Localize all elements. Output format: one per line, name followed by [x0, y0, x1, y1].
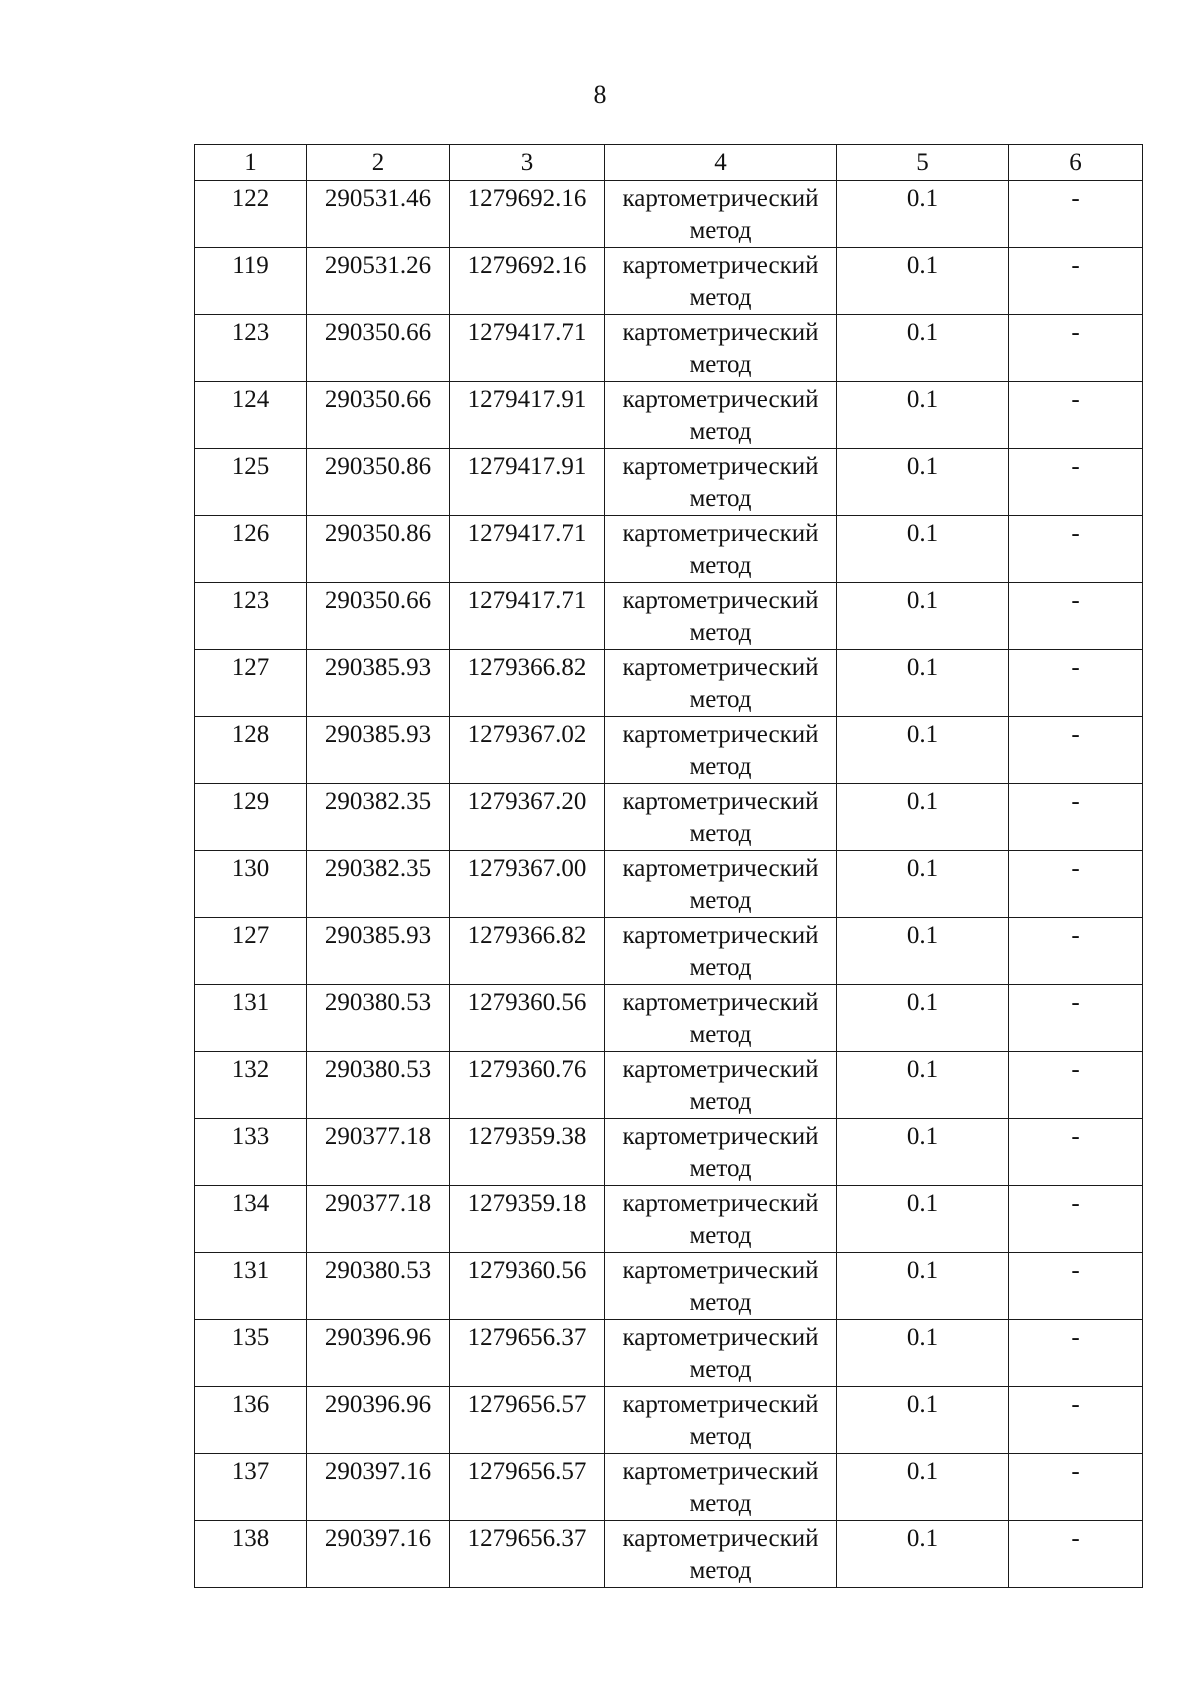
method-cell [605, 583, 837, 650]
method-line-1: картометрический [622, 1391, 819, 1418]
point-number-cell: 122 [195, 181, 307, 248]
note-cell: - [1009, 1521, 1143, 1588]
method-line-2: метод [689, 1423, 752, 1450]
method-line-1: картометрический [622, 1458, 819, 1485]
y-coordinate-cell: 1279417.91 [450, 382, 605, 449]
table-row [195, 1387, 1143, 1454]
column-header-2: 2 [307, 145, 450, 181]
x-coordinate-cell: 290350.66 [307, 382, 450, 449]
accuracy-cell: 0.1 [837, 248, 1009, 315]
point-number-cell: 138 [195, 1521, 307, 1588]
method-line-1: картометрический [622, 453, 819, 480]
column-header-5: 5 [837, 145, 1009, 181]
note-cell: - [1009, 181, 1143, 248]
method-line-1: картометрический [622, 1190, 819, 1217]
table-row [195, 717, 1143, 784]
note-cell: - [1009, 516, 1143, 583]
method-line-2: метод [689, 619, 752, 646]
coordinates-table [194, 144, 1143, 1588]
method-line-2: метод [689, 418, 752, 445]
y-coordinate-cell: 1279417.71 [450, 583, 605, 650]
page-number: 8 [593, 80, 607, 109]
accuracy-cell: 0.1 [837, 851, 1009, 918]
method-cell [605, 248, 837, 315]
note-cell: - [1009, 1052, 1143, 1119]
method-line-2: метод [689, 485, 752, 512]
method-cell [605, 382, 837, 449]
x-coordinate-cell: 290396.96 [307, 1320, 450, 1387]
x-coordinate-cell: 290350.86 [307, 516, 450, 583]
method-cell [605, 516, 837, 583]
note-cell: - [1009, 583, 1143, 650]
table-row [195, 784, 1143, 851]
table-row [195, 382, 1143, 449]
method-cell [605, 1119, 837, 1186]
x-coordinate-cell: 290350.66 [307, 583, 450, 650]
x-coordinate-cell: 290385.93 [307, 650, 450, 717]
note-cell: - [1009, 1253, 1143, 1320]
table-row [195, 1052, 1143, 1119]
method-line-1: картометрический [622, 185, 819, 212]
method-cell [605, 1387, 837, 1454]
accuracy-cell: 0.1 [837, 516, 1009, 583]
note-cell: - [1009, 248, 1143, 315]
method-line-1: картометрический [622, 1056, 819, 1083]
method-cell [605, 449, 837, 516]
method-line-1: картометрический [622, 1324, 819, 1351]
accuracy-cell: 0.1 [837, 1454, 1009, 1521]
point-number-cell: 125 [195, 449, 307, 516]
table-row [195, 1320, 1143, 1387]
method-line-1: картометрический [622, 1525, 819, 1552]
accuracy-cell: 0.1 [837, 382, 1009, 449]
point-number-cell: 124 [195, 382, 307, 449]
method-line-2: метод [689, 887, 752, 914]
y-coordinate-cell: 1279656.37 [450, 1521, 605, 1588]
accuracy-cell: 0.1 [837, 1119, 1009, 1186]
note-cell: - [1009, 1119, 1143, 1186]
y-coordinate-cell: 1279367.00 [450, 851, 605, 918]
note-cell: - [1009, 315, 1143, 382]
x-coordinate-cell: 290396.96 [307, 1387, 450, 1454]
x-coordinate-cell: 290397.16 [307, 1454, 450, 1521]
method-line-2: метод [689, 1021, 752, 1048]
method-line-2: метод [689, 1155, 752, 1182]
method-line-1: картометрический [622, 989, 819, 1016]
y-coordinate-cell: 1279656.37 [450, 1320, 605, 1387]
method-cell [605, 1320, 837, 1387]
y-coordinate-cell: 1279692.16 [450, 181, 605, 248]
y-coordinate-cell: 1279417.91 [450, 449, 605, 516]
method-line-1: картометрический [622, 587, 819, 614]
table-row [195, 583, 1143, 650]
note-cell: - [1009, 851, 1143, 918]
accuracy-cell: 0.1 [837, 449, 1009, 516]
method-cell [605, 784, 837, 851]
method-line-2: метод [689, 284, 752, 311]
method-cell [605, 1253, 837, 1320]
method-cell [605, 315, 837, 382]
method-line-2: метод [689, 686, 752, 713]
x-coordinate-cell: 290531.46 [307, 181, 450, 248]
x-coordinate-cell: 290385.93 [307, 717, 450, 784]
accuracy-cell: 0.1 [837, 1320, 1009, 1387]
point-number-cell: 127 [195, 650, 307, 717]
accuracy-cell: 0.1 [837, 1186, 1009, 1253]
point-number-cell: 135 [195, 1320, 307, 1387]
x-coordinate-cell: 290380.53 [307, 985, 450, 1052]
table-row [195, 315, 1143, 382]
accuracy-cell: 0.1 [837, 1387, 1009, 1454]
method-line-1: картометрический [622, 788, 819, 815]
note-cell: - [1009, 918, 1143, 985]
accuracy-cell: 0.1 [837, 784, 1009, 851]
x-coordinate-cell: 290531.26 [307, 248, 450, 315]
y-coordinate-cell: 1279367.20 [450, 784, 605, 851]
y-coordinate-cell: 1279367.02 [450, 717, 605, 784]
table-row [195, 449, 1143, 516]
y-coordinate-cell: 1279366.82 [450, 918, 605, 985]
x-coordinate-cell: 290350.86 [307, 449, 450, 516]
point-number-cell: 133 [195, 1119, 307, 1186]
method-line-1: картометрический [622, 1123, 819, 1150]
point-number-cell: 134 [195, 1186, 307, 1253]
y-coordinate-cell: 1279656.57 [450, 1387, 605, 1454]
table-row [195, 1253, 1143, 1320]
method-line-1: картометрический [622, 319, 819, 346]
table-row [195, 1119, 1143, 1186]
table-row [195, 248, 1143, 315]
point-number-cell: 123 [195, 583, 307, 650]
accuracy-cell: 0.1 [837, 1253, 1009, 1320]
point-number-cell: 130 [195, 851, 307, 918]
point-number-cell: 119 [195, 248, 307, 315]
accuracy-cell: 0.1 [837, 1521, 1009, 1588]
method-line-2: метод [689, 753, 752, 780]
table-row [195, 1521, 1143, 1588]
method-cell [605, 1052, 837, 1119]
point-number-cell: 129 [195, 784, 307, 851]
accuracy-cell: 0.1 [837, 315, 1009, 382]
accuracy-cell: 0.1 [837, 918, 1009, 985]
method-line-2: метод [689, 1289, 752, 1316]
table-row [195, 851, 1143, 918]
y-coordinate-cell: 1279366.82 [450, 650, 605, 717]
accuracy-cell: 0.1 [837, 650, 1009, 717]
note-cell: - [1009, 382, 1143, 449]
table-row [195, 918, 1143, 985]
note-cell: - [1009, 1320, 1143, 1387]
y-coordinate-cell: 1279359.38 [450, 1119, 605, 1186]
y-coordinate-cell: 1279360.76 [450, 1052, 605, 1119]
y-coordinate-cell: 1279692.16 [450, 248, 605, 315]
y-coordinate-cell: 1279656.57 [450, 1454, 605, 1521]
point-number-cell: 128 [195, 717, 307, 784]
point-number-cell: 132 [195, 1052, 307, 1119]
table-row [195, 1186, 1143, 1253]
column-header-1: 1 [195, 145, 307, 181]
y-coordinate-cell: 1279417.71 [450, 315, 605, 382]
x-coordinate-cell: 290350.66 [307, 315, 450, 382]
y-coordinate-cell: 1279417.71 [450, 516, 605, 583]
y-coordinate-cell: 1279360.56 [450, 1253, 605, 1320]
note-cell: - [1009, 1387, 1143, 1454]
accuracy-cell: 0.1 [837, 583, 1009, 650]
method-cell [605, 1521, 837, 1588]
method-cell [605, 1454, 837, 1521]
point-number-cell: 137 [195, 1454, 307, 1521]
header-row [195, 145, 1143, 181]
note-cell: - [1009, 1454, 1143, 1521]
point-number-cell: 136 [195, 1387, 307, 1454]
method-line-1: картометрический [622, 855, 819, 882]
note-cell: - [1009, 717, 1143, 784]
note-cell: - [1009, 784, 1143, 851]
method-line-2: метод [689, 552, 752, 579]
table-row [195, 650, 1143, 717]
method-line-1: картометрический [622, 386, 819, 413]
accuracy-cell: 0.1 [837, 985, 1009, 1052]
x-coordinate-cell: 290382.35 [307, 851, 450, 918]
table-row [195, 181, 1143, 248]
method-cell [605, 918, 837, 985]
method-line-2: метод [689, 1356, 752, 1383]
column-header-4: 4 [605, 145, 837, 181]
point-number-cell: 131 [195, 1253, 307, 1320]
method-line-1: картометрический [622, 252, 819, 279]
table-row [195, 1454, 1143, 1521]
point-number-cell: 126 [195, 516, 307, 583]
accuracy-cell: 0.1 [837, 1052, 1009, 1119]
x-coordinate-cell: 290377.18 [307, 1186, 450, 1253]
note-cell: - [1009, 650, 1143, 717]
x-coordinate-cell: 290380.53 [307, 1253, 450, 1320]
x-coordinate-cell: 290382.35 [307, 784, 450, 851]
method-cell [605, 1186, 837, 1253]
method-cell [605, 717, 837, 784]
accuracy-cell: 0.1 [837, 717, 1009, 784]
method-cell [605, 650, 837, 717]
method-line-2: метод [689, 1557, 752, 1584]
y-coordinate-cell: 1279360.56 [450, 985, 605, 1052]
point-number-cell: 127 [195, 918, 307, 985]
accuracy-cell: 0.1 [837, 181, 1009, 248]
x-coordinate-cell: 290377.18 [307, 1119, 450, 1186]
table-row [195, 516, 1143, 583]
column-header-3: 3 [450, 145, 605, 181]
method-line-1: картометрический [622, 922, 819, 949]
method-line-2: метод [689, 1088, 752, 1115]
method-line-1: картометрический [622, 520, 819, 547]
method-line-2: метод [689, 954, 752, 981]
x-coordinate-cell: 290397.16 [307, 1521, 450, 1588]
y-coordinate-cell: 1279359.18 [450, 1186, 605, 1253]
note-cell: - [1009, 1186, 1143, 1253]
method-line-2: метод [689, 351, 752, 378]
method-cell [605, 985, 837, 1052]
note-cell: - [1009, 985, 1143, 1052]
method-line-1: картометрический [622, 721, 819, 748]
method-cell [605, 851, 837, 918]
x-coordinate-cell: 290380.53 [307, 1052, 450, 1119]
point-number-cell: 123 [195, 315, 307, 382]
method-line-1: картометрический [622, 1257, 819, 1284]
coordinates-table-container [194, 144, 1142, 1588]
table-row [195, 985, 1143, 1052]
method-line-2: метод [689, 1490, 752, 1517]
point-number-cell: 131 [195, 985, 307, 1052]
table-body [195, 181, 1143, 1588]
method-line-1: картометрический [622, 654, 819, 681]
column-header-6: 6 [1009, 145, 1143, 181]
method-line-2: метод [689, 217, 752, 244]
method-line-2: метод [689, 1222, 752, 1249]
method-line-2: метод [689, 820, 752, 847]
note-cell: - [1009, 449, 1143, 516]
method-cell [605, 181, 837, 248]
x-coordinate-cell: 290385.93 [307, 918, 450, 985]
